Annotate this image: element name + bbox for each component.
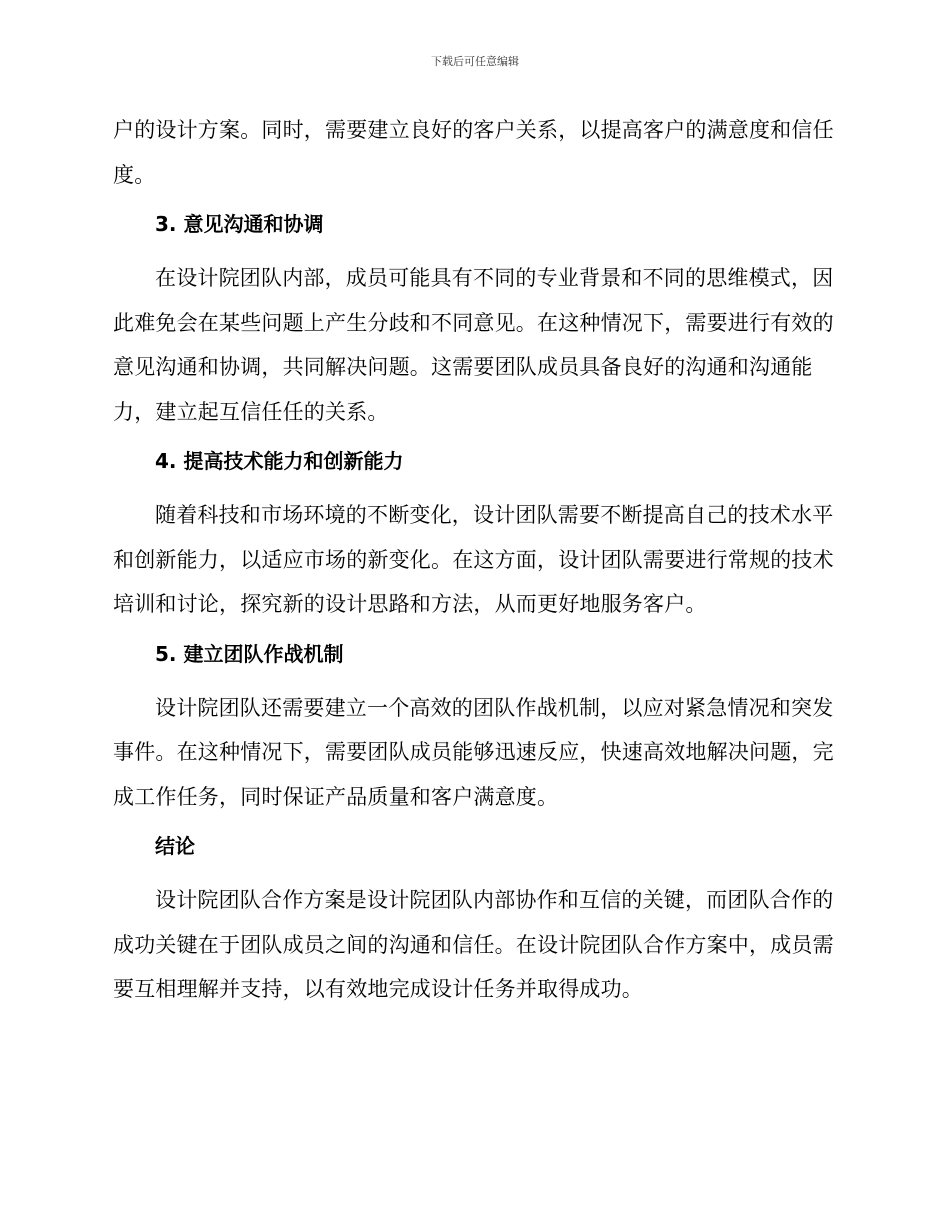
paragraph-section-3: 在设计院团队内部，成员可能具有不同的专业背景和不同的思维模式，因此难免会在某些问题上产生分歧和不同意见。在这种情况下，需要进行有效的意见沟通和协调，共同解决问题。这需要团队成员具备良好的沟通和沟通能力，建立起互信任任的关系。 bbox=[113, 266, 834, 424]
paragraph-section-4: 随着科技和市场环境的不断变化，设计团队需要不断提高自己的技术水平和创新能力，以适应市场的新变化。在这方面，设计团队需要进行常规的技术培训和讨论，探究新的设计思路和方法，从而更好地服务客户。 bbox=[113, 503, 834, 616]
section-heading-4: 4. 提高技术能力和创新能力 bbox=[155, 449, 404, 473]
paragraph-conclusion: 设计院团队合作方案是设计院团队内部协作和互信的关键，而团队合作的成功关键在于团队成员之间的沟通和信任。在设计院团队合作方案中，成员需要互相理解并支持，以有效地完成设计任务并取得成功。 bbox=[113, 888, 834, 1001]
page-header: 下载后可任意编辑 bbox=[431, 55, 519, 68]
conclusion-heading: 结论 bbox=[155, 834, 195, 858]
paragraph-continuation: 户的设计方案。同时，需要建立良好的客户关系，以提高客户的满意度和信任度。 bbox=[113, 118, 834, 187]
document-body bbox=[113, 108, 835, 1012]
section-heading-5: 5. 建立团队作战机制 bbox=[155, 641, 344, 666]
paragraph-section-5: 设计院团队还需要建立一个高效的团队作战机制，以应对紧急情况和突发事件。在这种情况下，需要团队成员能够迅速反应，快速高效地解决问题，完成工作任务，同时保证产品质量和客户满意度。 bbox=[113, 695, 834, 809]
section-heading-3: 3. 意见沟通和协调 bbox=[155, 212, 324, 236]
